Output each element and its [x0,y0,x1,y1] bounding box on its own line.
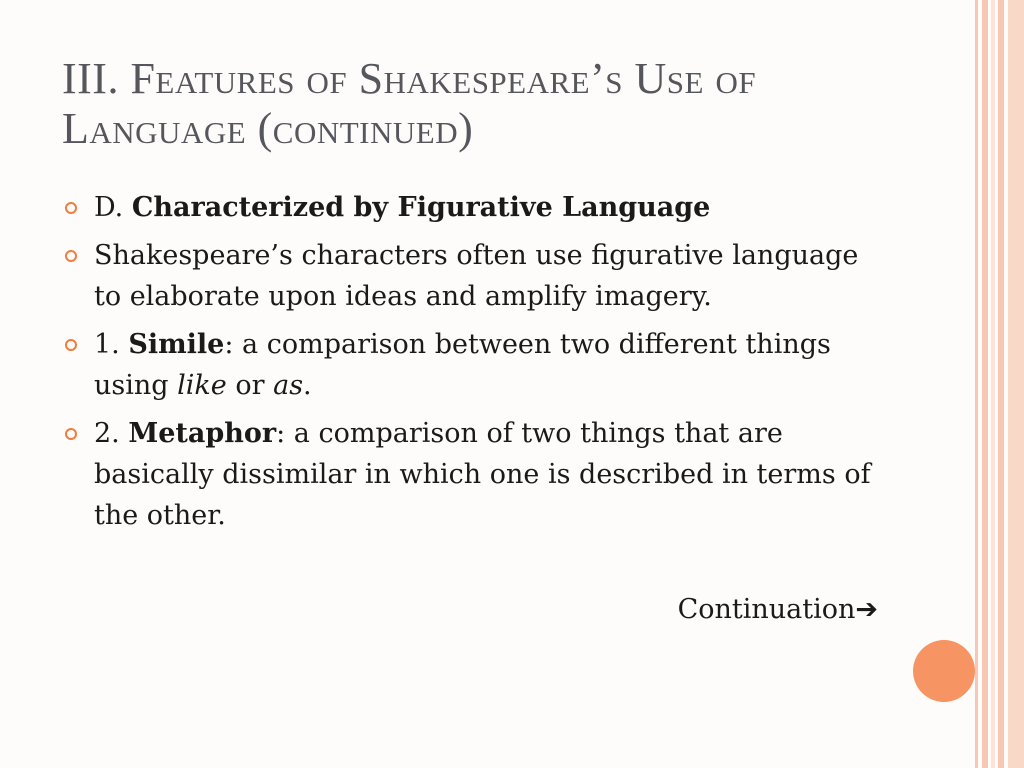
bullet-text: Shakespeare’s characters often use figurative language to elaborate upon ideas and amplify imagery. [94,240,859,312]
term-simile: Simile [128,329,225,360]
slide-title-line-1: III. Features of Shakespeare’s Use of [62,54,757,103]
decorative-stripe [975,0,978,768]
bullet-text: or [226,370,274,401]
decorative-circle [913,640,975,702]
decorative-stripe [1008,0,1024,768]
decorative-stripe [991,0,995,768]
bullet-text: . [303,370,312,401]
bullet-item-description [62,235,882,317]
bullet-prefix: D. [94,192,132,223]
bullet-heading: Characterized by Figurative Language [131,192,711,223]
continuation-label: Continuation [677,594,856,625]
bullet-ring-icon [65,339,77,351]
term-metaphor: Metaphor [128,418,277,449]
decorative-stripe [998,0,1004,768]
bullet-item-figurative-language [62,187,882,228]
continuation-link[interactable] [560,589,878,630]
bullet-ring-icon [65,202,77,214]
bullet-item-metaphor [62,413,882,536]
bullet-item-simile [62,324,882,406]
slide-title-line-2: Language (continued) [62,104,474,153]
bullet-prefix: 2. [94,418,129,449]
term-as: as [273,370,304,401]
right-arrow-icon: ➔ [855,594,878,625]
bullet-text: : a comparison of two things that are basically dissimilar in which one is described in terms of the other. [94,418,871,531]
decorative-stripe [982,0,988,768]
bullet-prefix: 1. [94,329,129,360]
bullet-list [62,187,882,543]
slide-title [62,54,942,154]
bullet-ring-icon [65,428,77,440]
bullet-ring-icon [65,250,77,262]
term-like: like [177,370,227,401]
bullet-text: : a comparison between two different things using [94,329,831,401]
